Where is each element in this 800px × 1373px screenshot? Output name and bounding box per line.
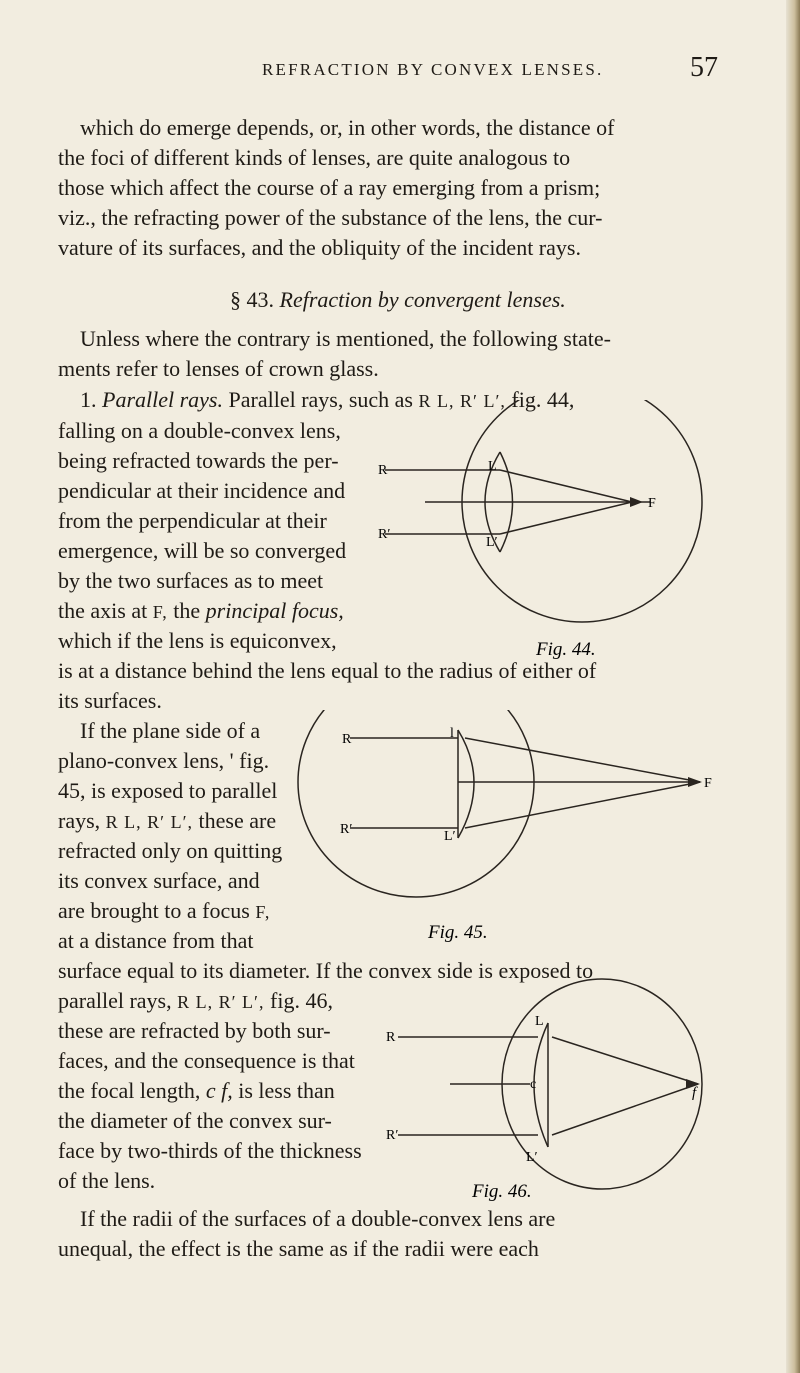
para4-line-10 [58,987,333,1016]
para3-line-7: by the two surfaces as to meet [58,568,324,593]
fig45-label-l: l [450,726,454,741]
para3-line-8 [58,597,344,626]
section-title: Refraction by convergent lenses. [279,287,566,312]
fig45-label-l2: L′ [444,829,456,844]
fig46-label-l2: L′ [526,1150,538,1165]
fig45-convex-side [458,730,474,838]
para4-line-8: at a distance from that [58,928,254,953]
para4-rays-a: rays, [58,808,101,833]
fig45-arrow [688,777,702,787]
fig44-converge-top [500,470,632,502]
para1-line-3: those which affect the course of a ray emerging from a prism; [58,175,601,200]
para4-line-5: refracted only on quitting [58,838,283,863]
fig45-label-r2: R′ [340,822,353,837]
para3-axis-a: the axis at [58,598,148,623]
para4-line-4 [58,807,276,836]
fig45-label-r: R [342,732,352,747]
para4-parallel-rays: R L, R′ L′, [177,992,265,1012]
para4-line-14: the diameter of the convex sur- [58,1108,332,1133]
fig44-label-l: L [488,459,497,474]
para4-line-1: If the plane side of a [80,718,261,743]
para2-line-2: ments refer to lenses of crown glass. [58,356,379,381]
para4-line-6: its convex surface, and [58,868,260,893]
para4-line-11: these are refracted by both sur- [58,1018,331,1043]
para5-line-2: unequal, the effect is the same as if the radii were each [58,1236,539,1261]
fig44-label-r2: R′ [378,527,391,542]
para3-line-11: its surfaces. [58,688,162,713]
para3-line-4: pendicular at their incidence and [58,478,346,503]
fig44-label-f: F [648,496,656,511]
para5-line-1: If the radii of the surfaces of a double-convex lens are [80,1206,556,1231]
para4-parallel-fig: fig. 46, [270,988,333,1013]
para3-line-9: which if the lens is equiconvex, [58,628,337,653]
para4-focus-a: are brought to a focus [58,898,250,923]
fig44-circle [462,400,702,622]
para1-line-4: viz., the refracting power of the substance of the lens, the cur- [58,205,603,230]
para4-focal-a: the focal length, [58,1078,201,1103]
fig46-caption: Fig. 46. [472,1181,532,1202]
para1-line-2: the foci of different kinds of lenses, are quite analogous to [58,145,571,170]
para2-line-1: Unless where the contrary is mentioned, the following state- [80,326,611,351]
fig46-converge-top [552,1037,698,1084]
para4-line-12: faces, and the consequence is that [58,1048,355,1073]
fig46-label-f: f [692,1085,697,1101]
fig45-converge-bottom [465,782,700,828]
para4-focal-b: is less than [238,1078,335,1103]
fig44-label-l2: L′ [486,535,498,550]
para4-line-2: plano-convex lens, ' fig. [58,748,270,773]
fig44-arrow [630,497,643,507]
para3-rays-label: R L, R′ L′, [418,391,506,411]
fig46-label-r2: R′ [386,1128,399,1143]
para3-line-6: emergence, will be so converged [58,538,347,563]
fig44-label-r: R [378,463,388,478]
fig45-caption: Fig. 45. [428,922,488,943]
fig44-converge-bottom [500,502,632,534]
page-edge [786,0,800,1373]
running-head: REFRACTION BY CONVEX LENSES. [262,60,604,79]
figure-45 [290,710,720,960]
fig45-converge-top [465,738,700,782]
page-number: 57 [690,52,718,83]
para4-rays-b: these are [198,808,277,833]
para4-line-13 [58,1077,335,1105]
para3-number: 1. [80,387,97,412]
fig46-converge-bottom [552,1084,698,1135]
fig46-label-c: c [530,1077,537,1092]
para1-line-5: vature of its surfaces, and the obliquity of the incident rays. [58,235,581,260]
page-header [0,52,800,88]
fig46-label-r: R [386,1030,396,1045]
para3-fig-ref: fig. 44, [511,387,575,412]
section-heading [230,286,566,314]
figure-46 [380,975,710,1205]
para4-line-16: of the lens. [58,1168,156,1193]
fig45-label-f: F [704,776,712,791]
fig44-caption: Fig. 44. [536,639,596,660]
para3-line-3: being refracted towards the per- [58,448,339,473]
para4-rays-label: R L, R′ L′, [105,812,194,832]
para4-focus-point: F, [255,902,271,922]
section-number: § 43. [230,287,274,312]
para3-lead: Parallel rays. [102,387,223,412]
para4-line-7 [58,897,270,926]
para4-line-15: face by two-thirds of the thickness [58,1138,362,1163]
fig46-label-l: L [535,1014,544,1029]
para3-line1-text: Parallel rays, such as [228,387,413,412]
para3-line-5: from the perpendicular at their [58,508,327,533]
para1-line-1: which do emerge depends, or, in other words, the distance of [80,115,615,140]
para3-axis-point: F, [152,602,168,622]
para3-line-2: falling on a double-convex lens, [58,418,341,443]
para3-axis-b: the [173,598,201,623]
figure-44 [350,400,720,670]
para3-line-10: is at a distance behind the lens equal to the radius of either of [58,658,597,683]
para4-line-9: surface equal to its diameter. If the convex side is exposed to [58,958,594,983]
para4-focal-cf: c f, [205,1078,233,1103]
para4-parallel-a: parallel rays, [58,988,172,1013]
para3-principal-focus: principal focus, [205,598,344,623]
para4-line-3: 45, is exposed to parallel [58,778,278,803]
